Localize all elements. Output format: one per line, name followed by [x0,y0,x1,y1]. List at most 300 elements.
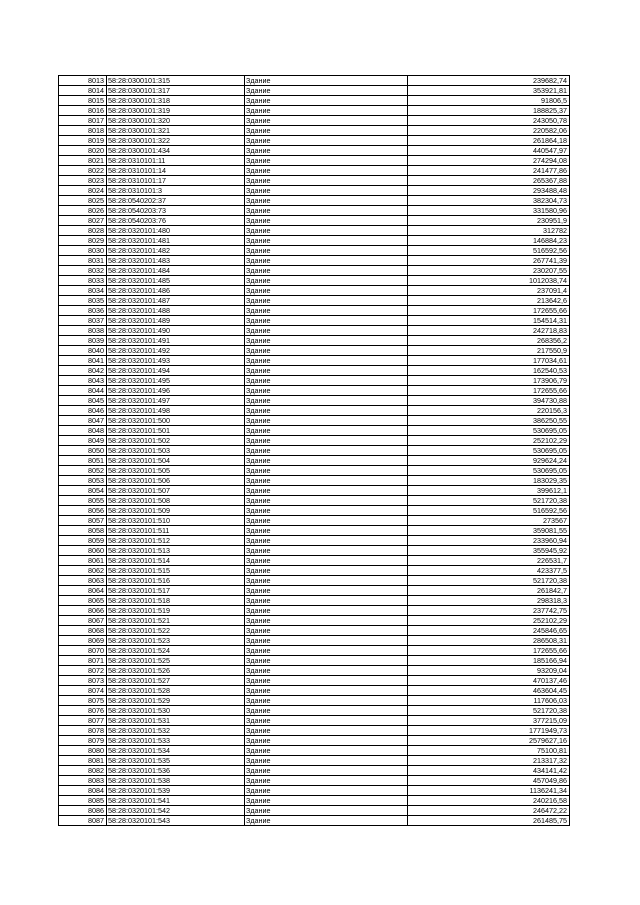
table-row [59,806,570,816]
object-type-cell: Здание [245,766,408,776]
row-number-cell: 8069 [59,636,107,646]
table-body [59,76,570,826]
cadastral-value-cell: 2579627,16 [408,736,570,746]
cadastral-value-cell: 929624,24 [408,456,570,466]
cadastral-number-cell: 58:28:0320101:487 [107,296,245,306]
row-number-cell: 8031 [59,256,107,266]
cadastral-value-cell: 355945,92 [408,546,570,556]
table-row [59,586,570,596]
row-number-cell: 8024 [59,186,107,196]
cadastral-number-cell: 58:28:0320101:505 [107,466,245,476]
table-row [59,716,570,726]
cadastral-value-cell: 1012038,74 [408,276,570,286]
row-number-cell: 8087 [59,816,107,826]
table-row [59,326,570,336]
row-number-cell: 8042 [59,366,107,376]
cadastral-value-cell: 230207,55 [408,266,570,276]
row-number-cell: 8052 [59,466,107,476]
cadastral-number-cell: 58:28:0320101:535 [107,756,245,766]
object-type-cell: Здание [245,616,408,626]
cadastral-value-cell: 230951,9 [408,216,570,226]
object-type-cell: Здание [245,386,408,396]
object-type-cell: Здание [245,76,408,86]
cadastral-value-cell: 394730,88 [408,396,570,406]
object-type-cell: Здание [245,746,408,756]
row-number-cell: 8028 [59,226,107,236]
object-type-cell: Здание [245,366,408,376]
table-row [59,286,570,296]
cadastral-number-cell: 58:28:0320101:503 [107,446,245,456]
table-row [59,166,570,176]
cadastral-value-cell: 1136241,34 [408,786,570,796]
object-type-cell: Здание [245,246,408,256]
object-type-cell: Здание [245,646,408,656]
object-type-cell: Здание [245,426,408,436]
cadastral-value-cell: 1771949,73 [408,726,570,736]
row-number-cell: 8061 [59,556,107,566]
cadastral-value-cell: 261842,7 [408,586,570,596]
table-row [59,126,570,136]
object-type-cell: Здание [245,316,408,326]
row-number-cell: 8082 [59,766,107,776]
row-number-cell: 8025 [59,196,107,206]
cadastral-number-cell: 58:28:0320101:529 [107,696,245,706]
cadastral-number-cell: 58:28:0320101:526 [107,666,245,676]
cadastral-value-cell: 440547,97 [408,146,570,156]
table-row [59,576,570,586]
table-row [59,76,570,86]
row-number-cell: 8023 [59,176,107,186]
cadastral-value-cell: 177034,61 [408,356,570,366]
table-row [59,146,570,156]
table-row [59,676,570,686]
cadastral-number-cell: 58:28:0320101:541 [107,796,245,806]
cadastral-value-cell: 359081,55 [408,526,570,536]
cadastral-value-cell: 516592,56 [408,506,570,516]
cadastral-value-cell: 91806,5 [408,96,570,106]
cadastral-number-cell: 58:28:0320101:508 [107,496,245,506]
cadastral-value-cell: 241477,86 [408,166,570,176]
table-row [59,266,570,276]
cadastral-value-cell: 268356,2 [408,336,570,346]
row-number-cell: 8050 [59,446,107,456]
cadastral-value-cell: 267741,39 [408,256,570,266]
object-type-cell: Здание [245,166,408,176]
table-row [59,366,570,376]
object-type-cell: Здание [245,86,408,96]
row-number-cell: 8080 [59,746,107,756]
object-type-cell: Здание [245,376,408,386]
row-number-cell: 8066 [59,606,107,616]
cadastral-number-cell: 58:28:0320101:527 [107,676,245,686]
cadastral-number-cell: 58:28:0320101:511 [107,526,245,536]
object-type-cell: Здание [245,226,408,236]
cadastral-value-cell: 521720,38 [408,496,570,506]
cadastral-number-cell: 58:28:0310101:14 [107,166,245,176]
cadastral-number-cell: 58:28:0320101:539 [107,786,245,796]
table-row [59,116,570,126]
row-number-cell: 8071 [59,656,107,666]
cadastral-number-cell: 58:28:0320101:483 [107,256,245,266]
object-type-cell: Здание [245,436,408,446]
object-type-cell: Здание [245,636,408,646]
row-number-cell: 8070 [59,646,107,656]
row-number-cell: 8035 [59,296,107,306]
cadastral-value-cell: 183029,35 [408,476,570,486]
table-row [59,346,570,356]
row-number-cell: 8072 [59,666,107,676]
cadastral-number-cell: 58:28:0540202:37 [107,196,245,206]
row-number-cell: 8018 [59,126,107,136]
table-row [59,536,570,546]
row-number-cell: 8083 [59,776,107,786]
object-type-cell: Здание [245,656,408,666]
object-type-cell: Здание [245,186,408,196]
row-number-cell: 8044 [59,386,107,396]
row-number-cell: 8022 [59,166,107,176]
row-number-cell: 8053 [59,476,107,486]
row-number-cell: 8063 [59,576,107,586]
object-type-cell: Здание [245,776,408,786]
object-type-cell: Здание [245,596,408,606]
table-row [59,406,570,416]
cadastral-value-cell: 154514,31 [408,316,570,326]
object-type-cell: Здание [245,476,408,486]
table-row [59,466,570,476]
object-type-cell: Здание [245,806,408,816]
cadastral-value-cell: 237091,4 [408,286,570,296]
table-row [59,176,570,186]
table-row [59,706,570,716]
cadastral-number-cell: 58:28:0320101:531 [107,716,245,726]
cadastral-number-cell: 58:28:0320101:517 [107,586,245,596]
cadastral-value-cell: 185166,94 [408,656,570,666]
cadastral-number-cell: 58:28:0320101:528 [107,686,245,696]
cadastral-number-cell: 58:28:0320101:532 [107,726,245,736]
object-type-cell: Здание [245,306,408,316]
cadastral-number-cell: 58:28:0320101:498 [107,406,245,416]
cadastral-number-cell: 58:28:0320101:542 [107,806,245,816]
row-number-cell: 8058 [59,526,107,536]
cadastral-value-cell: 377215,09 [408,716,570,726]
cadastral-number-cell: 58:28:0300101:318 [107,96,245,106]
object-type-cell: Здание [245,726,408,736]
object-type-cell: Здание [245,466,408,476]
cadastral-number-cell: 58:28:0320101:510 [107,516,245,526]
cadastral-number-cell: 58:28:0320101:518 [107,596,245,606]
table-row [59,656,570,666]
object-type-cell: Здание [245,666,408,676]
cadastral-value-cell: 399612,1 [408,486,570,496]
object-type-cell: Здание [245,446,408,456]
cadastral-number-cell: 58:28:0320101:534 [107,746,245,756]
object-type-cell: Здание [245,96,408,106]
cadastral-value-cell: 172655,66 [408,306,570,316]
cadastral-value-cell: 240216,58 [408,796,570,806]
object-type-cell: Здание [245,686,408,696]
cadastral-value-cell: 298318,3 [408,596,570,606]
object-type-cell: Здание [245,456,408,466]
row-number-cell: 8062 [59,566,107,576]
row-number-cell: 8036 [59,306,107,316]
table-row [59,316,570,326]
row-number-cell: 8033 [59,276,107,286]
table-row [59,566,570,576]
cadastral-number-cell: 58:28:0320101:489 [107,316,245,326]
table-row [59,426,570,436]
cadastral-number-cell: 58:28:0320101:492 [107,346,245,356]
cadastral-value-cell: 331580,96 [408,206,570,216]
cadastral-value-cell: 457049,86 [408,776,570,786]
row-number-cell: 8043 [59,376,107,386]
cadastral-value-cell: 239682,74 [408,76,570,86]
cadastral-value-cell: 220582,06 [408,126,570,136]
object-type-cell: Здание [245,546,408,556]
cadastral-value-cell: 172655,66 [408,386,570,396]
cadastral-number-cell: 58:28:0300101:321 [107,126,245,136]
table-row [59,496,570,506]
table-row [59,816,570,826]
row-number-cell: 8056 [59,506,107,516]
table-row [59,516,570,526]
table-row [59,776,570,786]
table-row [59,746,570,756]
cadastral-value-cell: 265367,88 [408,176,570,186]
object-type-cell: Здание [245,696,408,706]
object-type-cell: Здание [245,676,408,686]
cadastral-number-cell: 58:28:0300101:315 [107,76,245,86]
cadastral-value-cell: 146884,23 [408,236,570,246]
cadastral-number-cell: 58:28:0320101:519 [107,606,245,616]
cadastral-number-cell: 58:28:0320101:504 [107,456,245,466]
table-row [59,186,570,196]
table-row [59,646,570,656]
cadastral-number-cell: 58:28:0300101:317 [107,86,245,96]
object-type-cell: Здание [245,786,408,796]
row-number-cell: 8081 [59,756,107,766]
object-type-cell: Здание [245,706,408,716]
cadastral-number-cell: 58:28:0320101:491 [107,336,245,346]
row-number-cell: 8034 [59,286,107,296]
cadastral-value-cell: 243050,78 [408,116,570,126]
object-type-cell: Здание [245,496,408,506]
table-row [59,726,570,736]
cadastral-value-table [58,75,570,826]
cadastral-value-cell: 117606,03 [408,696,570,706]
cadastral-value-cell: 273567 [408,516,570,526]
table-row [59,736,570,746]
cadastral-number-cell: 58:28:0320101:493 [107,356,245,366]
row-number-cell: 8015 [59,96,107,106]
row-number-cell: 8016 [59,106,107,116]
table-row [59,456,570,466]
row-number-cell: 8051 [59,456,107,466]
object-type-cell: Здание [245,326,408,336]
object-type-cell: Здание [245,216,408,226]
object-type-cell: Здание [245,536,408,546]
object-type-cell: Здание [245,206,408,216]
cadastral-number-cell: 58:28:0320101:494 [107,366,245,376]
row-number-cell: 8060 [59,546,107,556]
row-number-cell: 8032 [59,266,107,276]
cadastral-value-cell: 172655,66 [408,646,570,656]
object-type-cell: Здание [245,396,408,406]
object-type-cell: Здание [245,116,408,126]
cadastral-value-cell: 213317,32 [408,756,570,766]
cadastral-value-cell: 217550,9 [408,346,570,356]
table-row [59,506,570,516]
table-row [59,796,570,806]
row-number-cell: 8075 [59,696,107,706]
cadastral-number-cell: 58:28:0320101:516 [107,576,245,586]
row-number-cell: 8084 [59,786,107,796]
row-number-cell: 8027 [59,216,107,226]
row-number-cell: 8078 [59,726,107,736]
cadastral-number-cell: 58:28:0320101:502 [107,436,245,446]
table-row [59,196,570,206]
table-row [59,626,570,636]
row-number-cell: 8047 [59,416,107,426]
object-type-cell: Здание [245,416,408,426]
cadastral-number-cell: 58:28:0320101:496 [107,386,245,396]
cadastral-value-cell: 261485,75 [408,816,570,826]
cadastral-value-cell: 530695,05 [408,446,570,456]
cadastral-value-cell: 470137,46 [408,676,570,686]
row-number-cell: 8049 [59,436,107,446]
table-row [59,86,570,96]
cadastral-number-cell: 58:28:0320101:533 [107,736,245,746]
cadastral-number-cell: 58:28:0320101:484 [107,266,245,276]
cadastral-number-cell: 58:28:0320101:521 [107,616,245,626]
cadastral-number-cell: 58:28:0310101:11 [107,156,245,166]
row-number-cell: 8068 [59,626,107,636]
row-number-cell: 8038 [59,326,107,336]
cadastral-number-cell: 58:28:0320101:512 [107,536,245,546]
cadastral-number-cell: 58:28:0320101:530 [107,706,245,716]
table-row [59,336,570,346]
object-type-cell: Здание [245,146,408,156]
object-type-cell: Здание [245,286,408,296]
object-type-cell: Здание [245,406,408,416]
row-number-cell: 8046 [59,406,107,416]
cadastral-number-cell: 58:28:0300101:320 [107,116,245,126]
row-number-cell: 8059 [59,536,107,546]
cadastral-number-cell: 58:28:0320101:509 [107,506,245,516]
cadastral-number-cell: 58:28:0320101:481 [107,236,245,246]
cadastral-number-cell: 58:28:0320101:497 [107,396,245,406]
table-row [59,216,570,226]
cadastral-value-cell: 286508,31 [408,636,570,646]
cadastral-number-cell: 58:28:0310101:3 [107,186,245,196]
cadastral-value-cell: 382304,73 [408,196,570,206]
cadastral-number-cell: 58:28:0320101:525 [107,656,245,666]
cadastral-value-cell: 261864,18 [408,136,570,146]
table-row [59,306,570,316]
object-type-cell: Здание [245,756,408,766]
cadastral-value-cell: 173906,79 [408,376,570,386]
cadastral-number-cell: 58:28:0320101:488 [107,306,245,316]
table-row [59,686,570,696]
row-number-cell: 8085 [59,796,107,806]
row-number-cell: 8086 [59,806,107,816]
cadastral-value-cell: 252102,29 [408,616,570,626]
table-row [59,766,570,776]
row-number-cell: 8057 [59,516,107,526]
cadastral-number-cell: 58:28:0300101:322 [107,136,245,146]
table-row [59,136,570,146]
table-row [59,226,570,236]
row-number-cell: 8055 [59,496,107,506]
row-number-cell: 8073 [59,676,107,686]
table-row [59,386,570,396]
cadastral-value-cell: 213642,6 [408,296,570,306]
row-number-cell: 8026 [59,206,107,216]
row-number-cell: 8076 [59,706,107,716]
object-type-cell: Здание [245,626,408,636]
cadastral-value-cell: 521720,38 [408,706,570,716]
cadastral-value-cell: 463604,45 [408,686,570,696]
table-row [59,156,570,166]
cadastral-number-cell: 58:28:0320101:482 [107,246,245,256]
cadastral-number-cell: 58:28:0320101:522 [107,626,245,636]
cadastral-value-cell: 233960,94 [408,536,570,546]
table-row [59,396,570,406]
row-number-cell: 8017 [59,116,107,126]
object-type-cell: Здание [245,176,408,186]
cadastral-value-cell: 188825,37 [408,106,570,116]
cadastral-value-cell: 434141,42 [408,766,570,776]
object-type-cell: Здание [245,486,408,496]
table-row [59,206,570,216]
cadastral-value-cell: 226531,7 [408,556,570,566]
cadastral-number-cell: 58:28:0320101:543 [107,816,245,826]
cadastral-value-cell: 386250,55 [408,416,570,426]
object-type-cell: Здание [245,576,408,586]
table-row [59,356,570,366]
table-row [59,296,570,306]
cadastral-number-cell: 58:28:0310101:17 [107,176,245,186]
object-type-cell: Здание [245,136,408,146]
cadastral-value-cell: 423377,5 [408,566,570,576]
cadastral-number-cell: 58:28:0320101:523 [107,636,245,646]
row-number-cell: 8014 [59,86,107,96]
cadastral-number-cell: 58:28:0320101:524 [107,646,245,656]
cadastral-value-cell: 220156,3 [408,406,570,416]
row-number-cell: 8030 [59,246,107,256]
table-row [59,276,570,286]
row-number-cell: 8040 [59,346,107,356]
row-number-cell: 8067 [59,616,107,626]
object-type-cell: Здание [245,236,408,246]
object-type-cell: Здание [245,606,408,616]
table-row [59,636,570,646]
object-type-cell: Здание [245,516,408,526]
row-number-cell: 8039 [59,336,107,346]
object-type-cell: Здание [245,586,408,596]
cadastral-number-cell: 58:28:0320101:506 [107,476,245,486]
cadastral-number-cell: 58:28:0320101:500 [107,416,245,426]
row-number-cell: 8079 [59,736,107,746]
object-type-cell: Здание [245,256,408,266]
row-number-cell: 8041 [59,356,107,366]
table-row [59,436,570,446]
table-row [59,476,570,486]
table-row [59,526,570,536]
object-type-cell: Здание [245,266,408,276]
cadastral-value-cell: 293488,48 [408,186,570,196]
object-type-cell: Здание [245,556,408,566]
object-type-cell: Здание [245,736,408,746]
